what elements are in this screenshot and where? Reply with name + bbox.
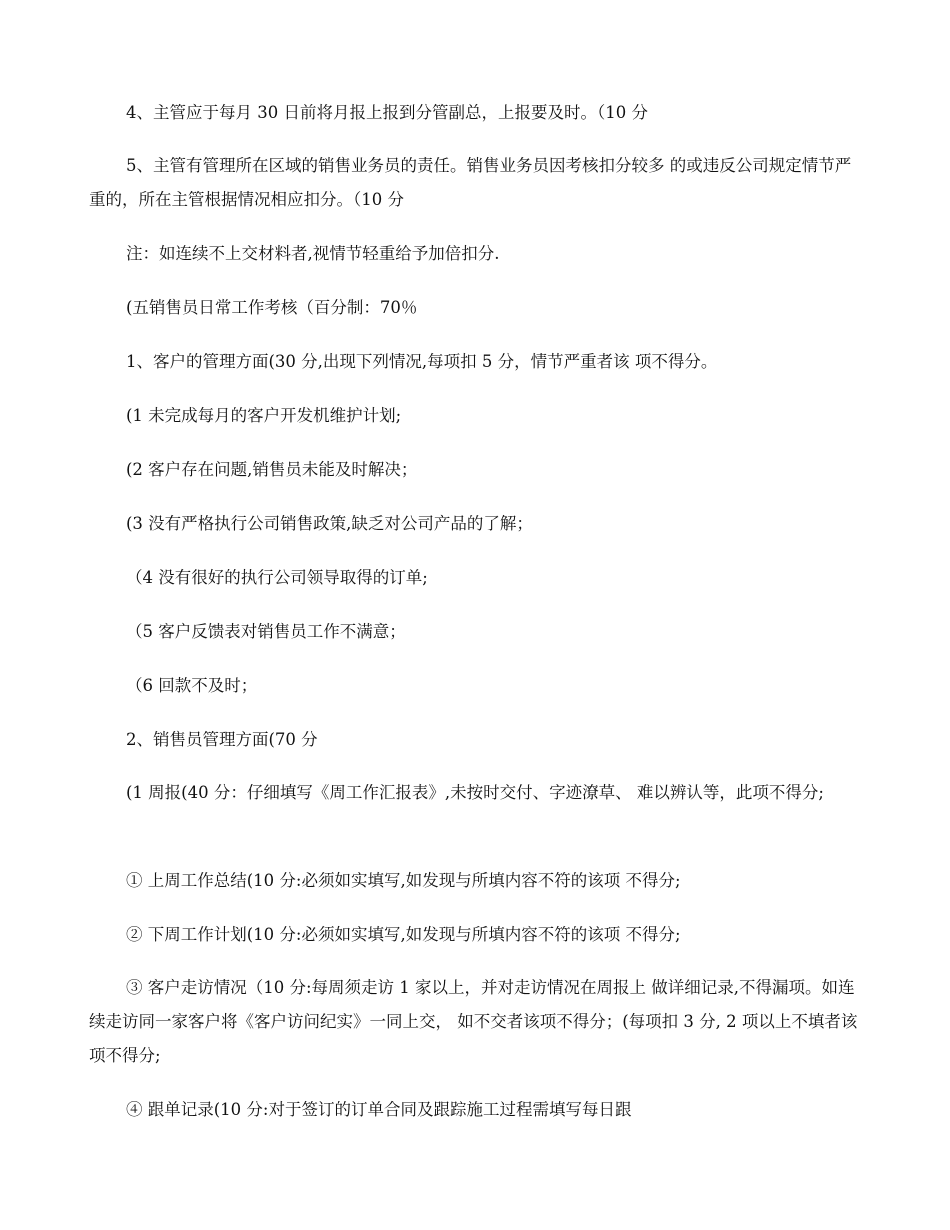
paragraph-note: 注：如连续不上交材料者,视情节轻重给予加倍扣分. [126, 244, 500, 263]
list-item: （5 客户反馈表对销售员工作不满意； [126, 622, 406, 641]
list-item: ③ 客户走访情况（10 分:每周须走访 1 家以上，并对走访情况在周报上 做详细记录,不得漏项。如连续走访同一家客户将《客户访问纪实》一同上交， 如不交者该项不得分；(每项扣 3 分, 2 项以上不填者该项不得分; [89, 978, 858, 1065]
list-item: （4 没有很好的执行公司领导取得的订单; [126, 568, 428, 587]
paragraph-monthly-report: 4、主管应于每月 30 日前将月报上报到分管副总，上报要及时。（10 分 [126, 103, 648, 122]
paragraph-supervisor-duty: 5、主管有管理所在区域的销售业务员的责任。销售业务员因考核扣分较多 的或违反公司规定情节严重的，所在主管根据情况相应扣分。（10 分 [89, 156, 852, 209]
paragraph-salesperson-management: 2、销售员管理方面(70 分 [126, 730, 318, 749]
list-item: (1 未完成每月的客户开发机维护计划; [126, 406, 402, 425]
list-item: ② 下周工作计划(10 分:必须如实填写,如发现与所填内容不符的该项 不得分; [126, 925, 681, 944]
list-item: (2 客户存在问题,销售员未能及时解决； [126, 460, 418, 479]
paragraph-section-heading: (五销售员日常工作考核（百分制：70％ [126, 298, 418, 317]
list-item: （6 回款不及时； [126, 676, 258, 695]
paragraph-customer-management: 1、客户的管理方面(30 分,出现下列情况,每项扣 5 分，情节严重者该 项不得分。 [126, 352, 718, 371]
list-item: ① 上周工作总结(10 分:必须如实填写,如发现与所填内容不符的该项 不得分; [126, 871, 681, 890]
paragraph-weekly-report: (1 周报(40 分：仔细填写《周工作汇报表》,未按时交付、字迹潦草、 难以辨认等，此项不得分; [126, 783, 824, 802]
list-item: ④ 跟单记录(10 分:对于签订的订单合同及跟踪施工过程需填写每日跟 [126, 1100, 632, 1119]
list-item: (3 没有严格执行公司销售政策,缺乏对公司产品的了解； [126, 514, 533, 533]
